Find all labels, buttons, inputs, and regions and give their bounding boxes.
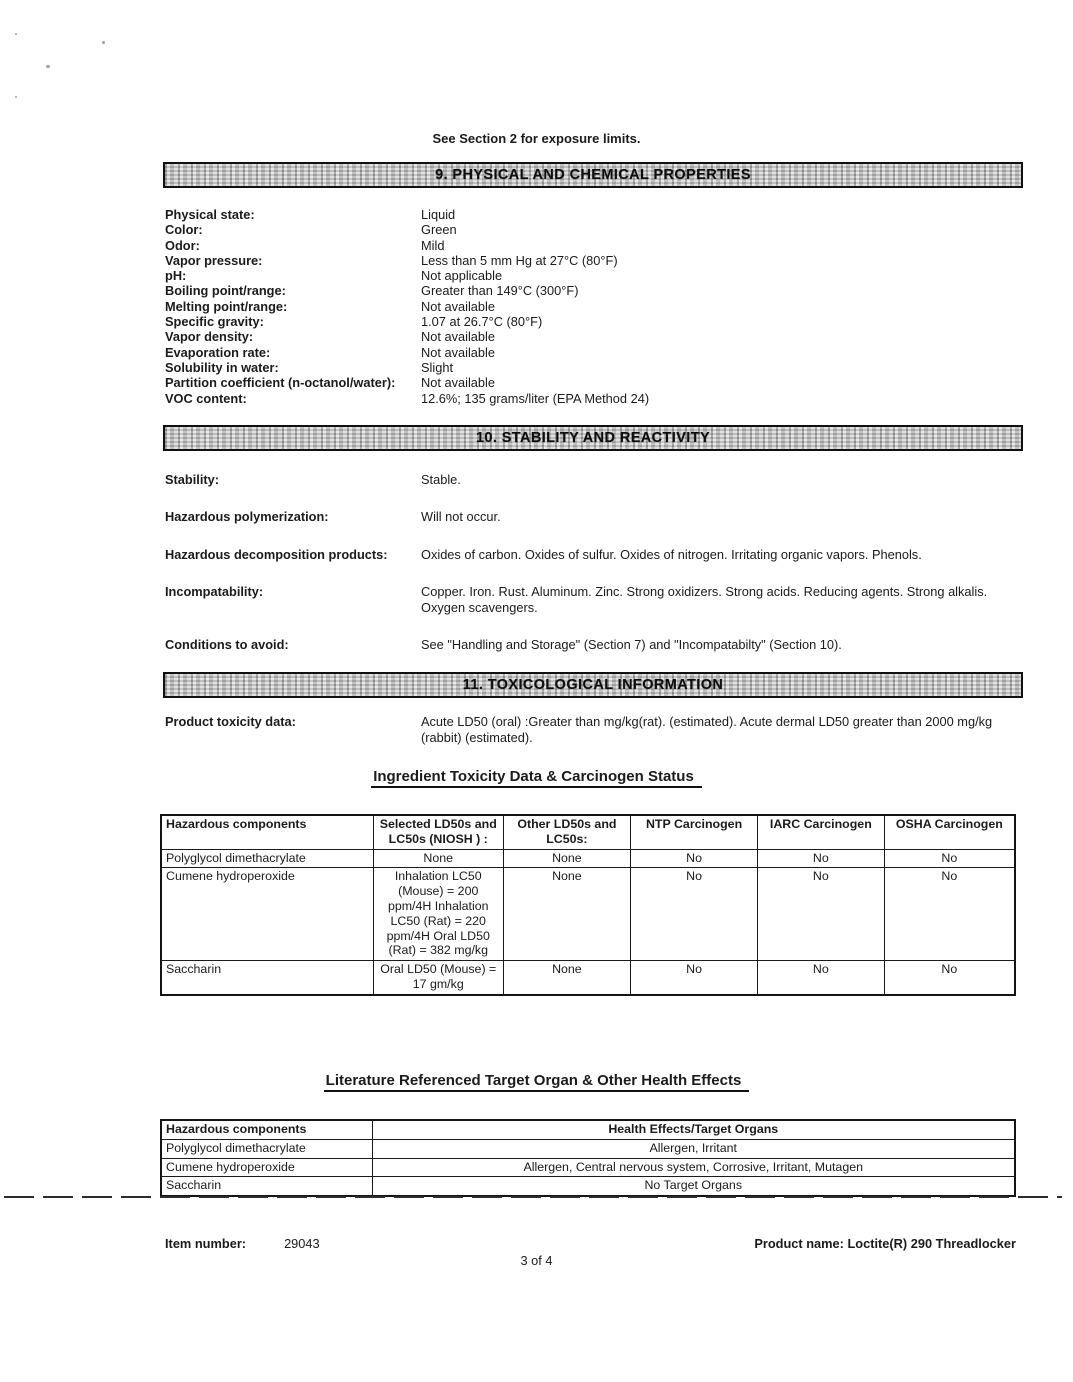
property-label: Boiling point/range:	[165, 283, 286, 299]
other-ld50-cell: None	[503, 868, 631, 961]
osha-cell: No	[884, 961, 1015, 995]
property-value: Not applicable	[421, 268, 503, 284]
health-effects-table	[160, 1119, 1016, 1197]
toxicity-table	[160, 814, 1016, 996]
stability-label: Conditions to avoid:	[165, 636, 289, 652]
iarc-cell: No	[757, 849, 884, 868]
stability-value: Oxides of carbon. Oxides of sulfur. Oxides of nitrogen. Irritating organic vapors. Phenols.	[421, 546, 922, 562]
osha-cell: No	[884, 849, 1015, 868]
property-row-solubility	[165, 360, 649, 375]
selected-ld50-cell: None	[373, 849, 503, 868]
scan-speck	[15, 33, 17, 35]
component-cell: Cumene hydroperoxide	[161, 868, 373, 961]
property-label: Melting point/range:	[165, 298, 288, 314]
other-ld50-cell: None	[503, 961, 631, 995]
property-value: 1.07 at 26.7°C (80°F)	[421, 314, 543, 330]
product-toxicity-label: Product toxicity data:	[165, 714, 296, 729]
column-header: NTP Carcinogen	[631, 815, 758, 849]
property-value: 12.6%; 135 grams/liter (EPA Method 24)	[421, 390, 650, 406]
health-table-header-row	[161, 1120, 1015, 1139]
health-effects-cell: No Target Organs	[372, 1177, 1015, 1196]
health-effects-cell: Allergen, Irritant	[372, 1139, 1015, 1158]
footer-item-number	[165, 1236, 320, 1251]
toxicity-table-header-row	[161, 815, 1015, 849]
table-row	[161, 961, 1015, 995]
property-row-melting-point	[165, 299, 649, 314]
other-ld50-cell: None	[503, 849, 631, 868]
stability-value: Will not occur.	[421, 509, 501, 525]
stability-row	[165, 637, 1017, 653]
stability-list	[165, 472, 1017, 674]
product-toxicity-value: Acute LD50 (oral) :Greater than mg/kg(rat). (estimated). Acute dermal LD50 greater than 2000 mg/kg (rabbit) (estimated).	[421, 714, 993, 745]
property-row-vapor-pressure	[165, 253, 649, 268]
property-value: Not available	[421, 344, 495, 360]
property-row-specific-gravity	[165, 314, 649, 329]
table-row	[161, 849, 1015, 868]
physical-properties-list	[165, 207, 649, 406]
column-header: Hazardous components	[161, 1120, 372, 1139]
stability-row	[165, 547, 1017, 563]
component-cell: Polyglycol dimethacrylate	[161, 849, 373, 868]
property-label: Vapor pressure:	[165, 252, 263, 268]
property-label: Solubility in water:	[165, 359, 279, 375]
health-effects-heading: Literature Referenced Target Organ & Other Health Effects	[0, 1072, 1073, 1089]
product-toxicity-row	[165, 714, 1025, 746]
property-value: Not available	[421, 298, 495, 314]
property-value: Not available	[421, 375, 495, 391]
property-label: Odor:	[165, 237, 200, 253]
component-cell: Saccharin	[161, 1177, 372, 1196]
column-header: IARC Carcinogen	[757, 815, 884, 849]
property-value: Greater than 149°C (300°F)	[421, 283, 579, 299]
property-row-voc-content	[165, 391, 649, 406]
section-9-header-bar	[163, 162, 1023, 188]
column-header: Health Effects/Target Organs	[372, 1120, 1015, 1139]
scan-speck	[15, 96, 17, 98]
table-row	[161, 1158, 1015, 1177]
component-cell: Cumene hydroperoxide	[161, 1158, 372, 1177]
property-label: Vapor density:	[165, 329, 254, 345]
component-cell: Saccharin	[161, 961, 373, 995]
stability-label: Hazardous decomposition products:	[165, 546, 388, 562]
iarc-cell: No	[757, 961, 884, 995]
stability-label: Incompatability:	[165, 583, 264, 599]
property-row-color	[165, 222, 649, 237]
stability-label: Stability:	[165, 472, 220, 487]
section-10-title: 10. STABILITY AND REACTIVITY	[475, 430, 711, 446]
stability-value: Stable.	[421, 472, 461, 487]
property-label: pH:	[165, 268, 187, 284]
stability-value: Copper. Iron. Rust. Aluminum. Zinc. Strong oxidizers. Strong acids. Reducing agents. Strong alkalis. Oxygen scavengers.	[421, 583, 988, 615]
property-value: Not available	[421, 329, 495, 345]
column-header: OSHA Carcinogen	[884, 815, 1015, 849]
ntp-cell: No	[631, 868, 758, 961]
iarc-cell: No	[757, 868, 884, 961]
ntp-cell: No	[631, 961, 758, 995]
column-header: Hazardous components	[161, 815, 373, 849]
property-row-vapor-density	[165, 329, 649, 344]
stability-row	[165, 584, 1017, 616]
property-value: Green	[421, 222, 457, 238]
stability-row	[165, 509, 1017, 525]
section-9-title: 9. PHYSICAL AND CHEMICAL PROPERTIES	[435, 167, 751, 183]
property-row-partition-coefficient	[165, 375, 649, 390]
property-value: Liquid	[421, 207, 456, 222]
section-11-header-bar	[163, 672, 1023, 698]
property-value: Less than 5 mm Hg at 27°C (80°F)	[421, 252, 618, 268]
component-cell: Polyglycol dimethacrylate	[161, 1139, 372, 1158]
column-header: Other LD50s and LC50s:	[503, 815, 631, 849]
stability-label: Hazardous polymerization:	[165, 509, 329, 525]
section-11-title: 11. TOXICOLOGICAL INFORMATION	[462, 677, 724, 693]
table-row	[161, 1177, 1015, 1196]
item-number-value: 29043	[284, 1236, 320, 1251]
section-10-header-bar	[163, 425, 1023, 451]
property-row-physical-state	[165, 207, 649, 222]
property-label: Color:	[165, 222, 203, 238]
property-value: Mild	[421, 237, 445, 253]
property-row-evaporation-rate	[165, 345, 649, 360]
property-row-odor	[165, 238, 649, 253]
table-row	[161, 868, 1015, 961]
property-value: Slight	[421, 359, 454, 375]
ntp-cell: No	[631, 849, 758, 868]
dashed-separator	[4, 1196, 1062, 1198]
scan-speck	[46, 65, 50, 68]
footer-product-name: Product name: Loctite(R) 290 Threadlocker	[754, 1236, 1016, 1251]
stability-row	[165, 472, 1017, 488]
property-row-ph	[165, 268, 649, 283]
toxicity-table-heading: Ingredient Toxicity Data & Carcinogen Status	[0, 768, 1073, 785]
property-label: Specific gravity:	[165, 314, 264, 330]
health-effects-cell: Allergen, Central nervous system, Corrosive, Irritant, Mutagen	[372, 1158, 1015, 1177]
column-header: Selected LD50s and LC50s (NIOSH ) :	[373, 815, 503, 849]
footer-page-indicator: 3 of 4	[520, 1253, 553, 1268]
stability-value: See "Handling and Storage" (Section 7) and "Incompatabilty" (Section 10).	[421, 636, 842, 652]
property-label: Partition coefficient (n-octanol/water):	[165, 375, 396, 391]
selected-ld50-cell: Oral LD50 (Mouse) = 17 gm/kg	[373, 961, 503, 995]
osha-cell: No	[884, 868, 1015, 961]
selected-ld50-cell: Inhalation LC50 (Mouse) = 200 ppm/4H Inhalation LC50 (Rat) = 220 ppm/4H Oral LD50 (Rat) = 382 mg/kg	[373, 868, 503, 961]
table-row	[161, 1139, 1015, 1158]
item-number-label: Item number:	[165, 1236, 247, 1251]
property-row-boiling-point	[165, 283, 649, 298]
exposure-limits-note: See Section 2 for exposure limits.	[432, 131, 641, 146]
scan-speck	[102, 41, 105, 44]
property-label: Evaporation rate:	[165, 344, 271, 360]
property-label: Physical state:	[165, 207, 255, 222]
property-label: VOC content:	[165, 390, 247, 406]
